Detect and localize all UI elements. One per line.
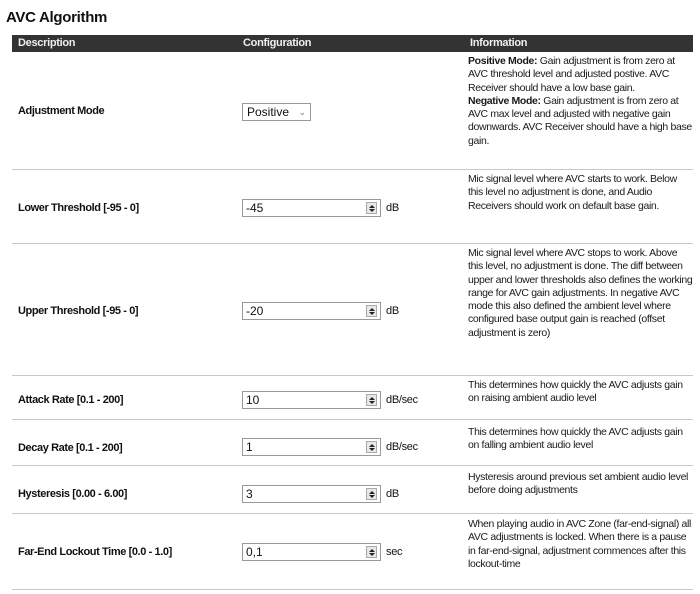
- spin-arrows-icon[interactable]: [366, 202, 377, 214]
- info-negative-text: Gain adjustment is from zero at AVC max level and adjusted with negative gain downwards. AVC Receiver should have a high base gain.: [468, 94, 692, 147]
- row-label: Lower Threshold [-95 - 0]: [18, 202, 139, 214]
- input-value: -20: [246, 304, 264, 318]
- row-label: Decay Rate [0.1 - 200]: [18, 442, 123, 454]
- row-hysteresis: [12, 466, 693, 514]
- table-header: [12, 35, 693, 52]
- info-negative-title: Negative Mode:: [468, 94, 541, 107]
- upper-threshold-input[interactable]: [242, 302, 381, 320]
- header-information: Information: [470, 37, 528, 49]
- unit-label: dB: [386, 202, 399, 214]
- row-info: Mic signal level where AVC stops to work. Above this level, no adjustment is done. The diff between upper and lower thresholds also defines the working range for AVC gain adjustments. In negative AVC mode this also defined the ambient level where configured base output gain is reached (offset adjustment is zero): [468, 247, 693, 339]
- far-end-lockout-input[interactable]: [242, 543, 381, 561]
- attack-rate-input[interactable]: [242, 391, 381, 409]
- spin-arrows-icon[interactable]: [366, 546, 377, 558]
- input-value: 3: [246, 487, 253, 501]
- row-label: Hysteresis [0.00 - 6.00]: [18, 488, 128, 500]
- chevron-down-icon: ⌄: [298, 106, 306, 117]
- row-far-end-lockout: [12, 514, 693, 590]
- avc-settings-table: [12, 35, 693, 590]
- select-value: Positive: [247, 105, 290, 119]
- row-label: Upper Threshold [-95 - 0]: [18, 305, 139, 317]
- row-info: Hysteresis around previous set ambient audio level before doing adjustments: [468, 471, 689, 497]
- row-info: When playing audio in AVC Zone (far-end-signal) all AVC adjustments is locked. When there is a pause in far-end-signal, adjustment commences after this lockout-time: [468, 518, 691, 570]
- row-adjustment-mode: [12, 52, 693, 170]
- row-label: Adjustment Mode: [18, 105, 105, 117]
- unit-label: sec: [386, 546, 403, 558]
- input-value: -45: [246, 201, 264, 215]
- header-description: Description: [18, 37, 76, 49]
- input-value: 1: [246, 440, 253, 454]
- row-info: Mic signal level where AVC starts to work. Below this level no adjustment is done, and Audio Receivers should work on default base gain.: [468, 173, 677, 212]
- row-info: This determines how quickly the AVC adjusts gain on raising ambient audio level: [468, 379, 683, 405]
- row-info: This determines how quickly the AVC adjusts gain on falling ambient audio level: [468, 426, 683, 452]
- spin-arrows-icon[interactable]: [366, 394, 377, 406]
- decay-rate-input[interactable]: [242, 438, 381, 456]
- unit-label: dB: [386, 488, 399, 500]
- adjustment-mode-select[interactable]: [242, 103, 311, 121]
- unit-label: dB: [386, 305, 399, 317]
- row-info: [468, 55, 694, 148]
- row-decay-rate: [12, 420, 693, 466]
- row-label: Far-End Lockout Time [0.0 - 1.0]: [18, 546, 172, 558]
- page-title: AVC Algorithm: [6, 9, 108, 26]
- input-value: 0,1: [246, 545, 263, 559]
- hysteresis-input[interactable]: [242, 485, 381, 503]
- header-configuration: Configuration: [243, 37, 312, 49]
- info-positive-text: Gain adjustment is from zero at AVC threshold level and adjusted postive. AVC Receiver should have a low base gain.: [468, 55, 675, 94]
- row-upper-threshold: [12, 244, 693, 376]
- row-lower-threshold: [12, 170, 693, 244]
- spin-arrows-icon[interactable]: [366, 441, 377, 453]
- spin-arrows-icon[interactable]: [366, 305, 377, 317]
- info-positive-title: Positive Mode:: [468, 55, 538, 67]
- input-value: 10: [246, 393, 260, 407]
- spin-arrows-icon[interactable]: [366, 488, 377, 500]
- unit-label: dB/sec: [386, 394, 418, 406]
- row-attack-rate: [12, 376, 693, 420]
- unit-label: dB/sec: [386, 441, 418, 453]
- row-label: Attack Rate [0.1 - 200]: [18, 394, 124, 406]
- lower-threshold-input[interactable]: [242, 199, 381, 217]
